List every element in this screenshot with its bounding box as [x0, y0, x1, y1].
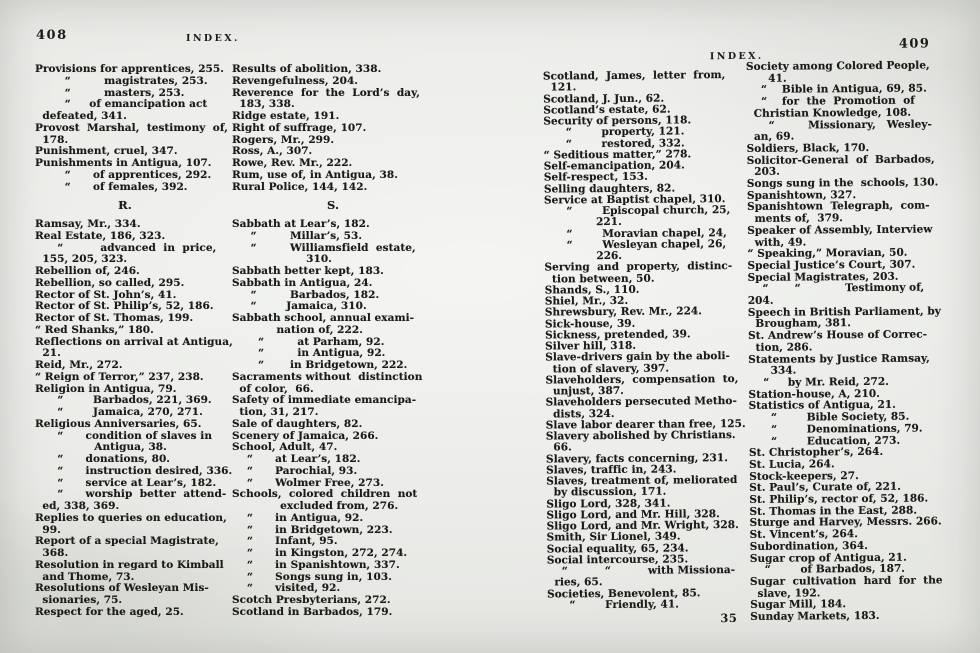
index-entry-line: “ in Bridgetown, 223.: [232, 523, 393, 536]
index-entry-line: Report of a special Magistrate,: [35, 535, 219, 548]
index-entry-line: Punishment, cruel, 347.: [35, 145, 178, 158]
index-entry-line: Rum, use of, in Antigua, 38.: [232, 168, 398, 181]
signature-mark: 35: [720, 610, 738, 626]
index-entry-line: “ in Kingston, 272, 274.: [232, 547, 408, 559]
index-entry-line: Punishments in Antigua, 107.: [35, 157, 212, 169]
index-entry-line: “ worship better attend-: [35, 488, 227, 501]
index-entry-line: Scotland, James, letter from,: [542, 69, 726, 83]
index-entry-line: 204.: [747, 294, 774, 307]
index-entry-line: sionaries, 75.: [35, 594, 123, 606]
index-entry-line: “ condition of slaves in: [35, 429, 212, 442]
index-entry-line: 21.: [35, 347, 61, 360]
index-entry-line: “ masters, 253.: [35, 86, 185, 99]
index-entry-line: ments of, 379.: [747, 212, 844, 226]
index-entry-line: slave, 192.: [750, 586, 821, 600]
index-entry-line: St. Paul’s, Curate of, 221.: [749, 481, 902, 495]
index-entry-line: Rowe, Rev. Mr., 222.: [232, 157, 353, 169]
index-entry-line: excluded from, 276.: [232, 500, 399, 512]
index-entry-line: “ instruction desired, 336.: [35, 464, 233, 477]
index-entry-line: Social equality, 65, 234.: [546, 541, 689, 555]
index-entry-line: Serving and property, distinc-: [544, 260, 733, 274]
index-entry-line: Societies, Benevolent, 85.: [547, 586, 701, 600]
index-entry-line: “ magistrates, 253.: [35, 74, 208, 87]
index-entry-line: Christian Knowledge, 108.: [746, 106, 912, 120]
section-heading: R.: [118, 198, 132, 213]
index-entry-line: Reid, Mr., 272.: [35, 359, 123, 371]
index-entry-line: Scotland, J. Jun., 62.: [543, 92, 665, 105]
index-entry-line: “ Denominations, 79.: [748, 422, 923, 436]
index-entry-line: Ramsay, Mr., 334.: [35, 218, 141, 230]
index-entry-line: Sabbath at Lear’s, 182.: [232, 218, 370, 230]
index-entry-line: “ Bible Society, 85.: [748, 410, 910, 424]
index-entry-line: Statements by Justice Ramsay,: [748, 352, 930, 366]
index-entry-line: Sligo Lord, and Mr. Hill, 328.: [546, 507, 720, 522]
index-entry-line: “ restored, 332.: [543, 136, 685, 150]
page-409: [487, 0, 980, 653]
index-entry-line: “ of Barbados, 187.: [749, 562, 906, 577]
index-entry-line: Subordination, 364.: [749, 539, 868, 553]
index-entry-line: Sligo Lord, 328, 341.: [546, 497, 671, 510]
index-entry-line: “ Wolmer Free, 273.: [232, 476, 384, 489]
index-entry-line: Rector of St. John’s, 41.: [35, 288, 177, 301]
index-entry-line: Schools, colored children not: [232, 488, 418, 501]
index-entry-line: Society among Colored People,: [745, 59, 930, 73]
index-entry-line: “ Missionary, Wesley-: [746, 117, 932, 132]
index-entry-line: Religious Anniversaries, 65.: [35, 417, 202, 430]
index-entry-line: nation of, 222.: [232, 323, 363, 336]
index-entry-line: “ Episcopal church, 25,: [544, 204, 731, 218]
index-entry-line: “ of females, 392.: [35, 180, 188, 193]
index-entry-line: Respect for the aged, 25.: [35, 605, 184, 618]
index-entry-line: “ Bible in Antigua, 69, 85.: [746, 82, 927, 97]
index-entry-line: Slaves, treatment of, meliorated: [546, 473, 738, 488]
index-entry-line: “ in Bridgetown, 222.: [232, 359, 408, 371]
index-entry-line: Revengefulness, 204.: [232, 74, 359, 87]
index-column-409-1: [543, 70, 755, 612]
index-column-409-2: [746, 60, 972, 623]
index-entry-line: Sugar crop of Antigua, 21.: [749, 551, 907, 565]
index-entry-line: 310.: [232, 253, 332, 266]
index-column-408-2: [232, 64, 456, 619]
index-entry-line: “ by Mr. Reid, 272.: [748, 375, 890, 389]
index-entry-line: “ Speaking,” Moravian, 50.: [747, 246, 908, 261]
index-entry-line: St. Andrew’s House of Correc-: [748, 328, 928, 343]
index-entry-line: Real Estate, 186, 323.: [35, 229, 166, 242]
index-entry-line: “ Songs sung in, 103.: [232, 570, 392, 583]
index-entry-line: Ridge estate, 191.: [232, 110, 340, 122]
index-entry-line: “ Red Shanks,” 180.: [35, 323, 154, 336]
index-entry-line: Scotland’s estate, 62.: [543, 103, 671, 117]
index-entry-line: Antigua, 38.: [35, 441, 167, 454]
index-entry-line: Selling daughters, 82.: [543, 181, 676, 195]
index-entry-line: “ “ Testimony of,: [747, 281, 925, 296]
index-entry-line: Rebellion of, 246.: [35, 265, 140, 277]
index-entry-line: Sabbath school, annual exami-: [232, 312, 415, 324]
running-head-left: INDEX.: [186, 33, 240, 44]
index-entry-line: Slave labor dearer than free, 125.: [545, 417, 746, 432]
index-entry-line: St. Christopher’s, 264.: [748, 446, 884, 460]
index-entry-line: 368.: [35, 547, 69, 559]
index-entry-line: “ in Antigua, 92.: [232, 511, 364, 524]
index-entry-line: Speaker of Assembly, Interview: [747, 223, 933, 237]
index-entry-line: Shrewsbury, Rev. Mr., 224.: [544, 305, 703, 319]
index-entry-line: “ “ with Missiona-: [546, 564, 736, 578]
index-entry-line: defeated, 341.: [35, 110, 127, 122]
index-entry-line: 178.: [35, 133, 69, 146]
index-column-408-1: [35, 64, 237, 619]
index-entry-line: “ Reign of Terror,” 237, 238.: [35, 370, 204, 383]
index-entry-line: Ross, A., 307.: [232, 145, 313, 158]
index-entry-line: Station-house, A, 210.: [748, 387, 880, 401]
index-entry-line: Reflections on arrival at Antigua,: [35, 335, 233, 348]
index-entry-line: an, 69.: [746, 130, 795, 144]
index-entry-line: Slavery abolished by Christians.: [545, 428, 736, 443]
index-entry-line: “ donations, 80.: [35, 453, 171, 465]
index-entry-line: Smith, Sir Lionel, 349.: [546, 530, 681, 544]
page-number-left: 408: [36, 28, 68, 43]
index-entry-line: “ Barbados, 182.: [232, 288, 380, 301]
index-entry-line: “ in Spanishtown, 337.: [232, 558, 400, 571]
index-entry-line: “ Barbados, 221, 369.: [35, 394, 212, 407]
index-entry-line: 41.: [746, 72, 787, 85]
index-entry-line: Sugar Mill, 184.: [750, 598, 847, 612]
index-entry-line: Results of abolition, 338.: [232, 63, 382, 75]
index-entry-line: 221.: [544, 216, 622, 229]
index-entry-line: tion between, 50.: [544, 272, 655, 285]
index-entry-line: “ of emancipation act: [35, 98, 208, 111]
page-number-right: 409: [898, 36, 931, 52]
section-heading: S.: [327, 198, 339, 213]
index-entry-line: “ Millar’s, 53.: [232, 229, 363, 242]
index-entry-line: Rector of St. Philip’s, 52, 186.: [35, 300, 214, 313]
index-entry-line: Spanishtown, 327.: [746, 188, 857, 202]
index-entry-line: Rural Police, 144, 142.: [232, 180, 368, 193]
index-entry-line: Sale of daughters, 82.: [232, 417, 363, 430]
index-entry-line: Brougham, 381.: [747, 317, 851, 331]
index-entry-line: Provost Marshal, testimony of,: [35, 121, 228, 134]
index-entry-line: Sugar cultivation hard for the: [749, 574, 943, 588]
index-entry-line: 121.: [543, 81, 577, 94]
index-entry-line: “ Jamaica, 270, 271.: [35, 406, 203, 418]
index-entry-line: St. Philip’s, rector of, 52, 186.: [749, 492, 929, 506]
index-entry-line: Social intercourse, 235.: [546, 553, 689, 567]
index-entry-line: Spanishtown Telegraph, com-: [747, 199, 930, 214]
index-entry-line: tion, 286.: [748, 341, 813, 354]
index-entry-line: “ Williamsfield estate,: [232, 241, 416, 254]
index-entry-line: Slaveholders persecuted Metho-: [545, 395, 737, 409]
index-entry-line: Rogers, Mr., 299.: [232, 133, 335, 146]
index-entry-line: ed, 338, 369.: [35, 500, 120, 512]
index-entry-line: Sacraments without distinction: [232, 370, 423, 383]
index-entry-line: 203.: [746, 165, 781, 179]
index-entry-line: Reverence for the Lord’s day,: [232, 86, 420, 99]
index-entry-line: “ visited, 92.: [232, 582, 341, 595]
index-entry-line: 99.: [35, 523, 61, 536]
index-entry-line: “ at Parham, 92.: [232, 335, 385, 348]
index-entry-line: Religion in Antigua, 79.: [35, 382, 177, 395]
index-entry-line: Self-emancipation, 204.: [543, 159, 685, 173]
index-entry-line: Special Magistrates, 203.: [747, 270, 899, 284]
index-entry-line: unjust, 387.: [545, 384, 624, 398]
index-entry-line: with, 49.: [747, 235, 807, 249]
index-entry-line: Safety of immediate emancipa-: [232, 394, 417, 407]
index-entry-line: Stock-keepers, 27.: [749, 469, 859, 483]
index-entry-line: Slaves, traffic in, 243.: [546, 463, 677, 477]
index-entry-line: 334.: [748, 364, 797, 378]
index-entry-line: Sturge and Harvey, Messrs. 266.: [749, 515, 942, 530]
index-entry-line: “ Jamaica, 310.: [232, 300, 367, 313]
index-entry-line: “ Parochial, 93.: [232, 464, 358, 477]
index-entry-line: tion of slavery, 397.: [545, 362, 670, 375]
index-entry-line: Sickness, pretended, 39.: [545, 328, 691, 342]
index-entry-line: “ for the Promotion of: [746, 94, 915, 109]
index-entry-line: Statistics of Antigua, 21.: [748, 399, 896, 413]
index-entry-line: “ property, 121.: [543, 125, 685, 139]
index-entry-line: Sligo Lord, and Mr. Wright, 328.: [546, 518, 739, 533]
index-entry-line: Provisions for apprentices, 255.: [35, 63, 224, 75]
index-entry-line: Solicitor-General of Barbados,: [746, 153, 935, 167]
index-entry-line: “ Moravian chapel, 24,: [544, 226, 727, 240]
index-entry-line: and Thome, 73.: [35, 570, 135, 583]
index-entry-line: by discussion, 171.: [546, 485, 667, 499]
index-entry-line: Sick-house, 39.: [544, 317, 636, 330]
index-entry-line: Special Justice’s Court, 307.: [747, 258, 916, 272]
index-entry-line: 183, 338.: [232, 98, 295, 111]
running-head-right: INDEX.: [709, 50, 764, 63]
index-entry-line: Shiel, Mr., 32.: [544, 294, 629, 308]
index-entry-line: “ in Antigua, 92.: [232, 347, 386, 360]
index-entry-line: 226.: [544, 249, 623, 263]
index-entry-line: “ Seditious matter,” 278.: [543, 148, 692, 162]
index-entry-line: Scotch Presbyterians, 272.: [232, 594, 391, 606]
index-entry-line: Right of suffrage, 107.: [232, 121, 367, 134]
index-entry-line: Service at Baptist chapel, 310.: [543, 192, 726, 207]
index-entry-line: Sunday Markets, 183.: [750, 609, 880, 623]
index-entry-line: St. Thomas in the East, 288.: [749, 504, 918, 518]
index-entry-line: Slavery, facts concerning, 231.: [545, 451, 728, 465]
index-entry-line: “ advanced in price,: [35, 241, 217, 254]
index-entry-line: Shands, S., 110.: [544, 283, 640, 297]
index-entry-line: Rector of St. Thomas, 199.: [35, 312, 194, 324]
index-entry-line: “ Wesleyan chapel, 26,: [544, 237, 727, 252]
index-entry-line: ries, 65.: [546, 576, 603, 589]
index-entry-line: 66.: [545, 441, 572, 454]
index-entry-line: Silver hill, 318.: [545, 339, 637, 353]
index-entry-line: Soldiers, Black, 170.: [746, 141, 870, 155]
index-entry-line: “ Education, 273.: [748, 434, 901, 448]
index-entry-line: “ service at Lear’s, 182.: [35, 476, 217, 489]
index-entry-line: “ at Lear’s, 182.: [232, 453, 361, 465]
index-entry-line: Rebellion, so called, 295.: [35, 276, 185, 289]
index-entry-line: 155, 205, 323.: [35, 253, 128, 266]
index-entry-line: Security of persons, 118.: [543, 114, 692, 128]
index-entry-line: Resolution in regard to Kimball: [35, 558, 224, 571]
index-entry-line: Slaveholders, compensation to,: [545, 372, 739, 387]
index-entry-line: “ of apprentices, 292.: [35, 168, 212, 181]
index-entry-line: “ Infant, 95.: [232, 535, 338, 548]
index-entry-line: Scotland in Barbados, 179.: [232, 605, 393, 618]
index-entry-line: Speech in British Parliament, by: [747, 305, 941, 319]
index-entry-line: Replies to queries on education,: [35, 511, 227, 524]
index-entry-line: Self-respect, 153.: [543, 170, 648, 184]
index-entry-line: of color, 66.: [232, 382, 314, 395]
index-entry-line: School, Adult, 47.: [232, 441, 338, 454]
index-entry-line: Sabbath in Antigua, 24.: [232, 276, 373, 289]
index-entry-line: Scenery of Jamaica, 266.: [232, 429, 379, 442]
index-entry-line: “ Friendly, 41.: [547, 598, 679, 612]
index-entry-line: dists, 324.: [545, 407, 615, 420]
index-entry-line: Sabbath better kept, 183.: [232, 265, 384, 277]
index-entry-line: St. Vincent’s, 264.: [749, 528, 858, 542]
index-entry-line: Slave-drivers gain by the aboli-: [545, 350, 730, 364]
index-entry-line: Resolutions of Wesleyan Mis-: [35, 582, 209, 595]
index-entry-line: St. Lucia, 264.: [749, 458, 835, 471]
index-entry-line: tion, 31, 217.: [232, 406, 319, 418]
index-entry-line: Songs sung in the schools, 130.: [746, 176, 939, 190]
